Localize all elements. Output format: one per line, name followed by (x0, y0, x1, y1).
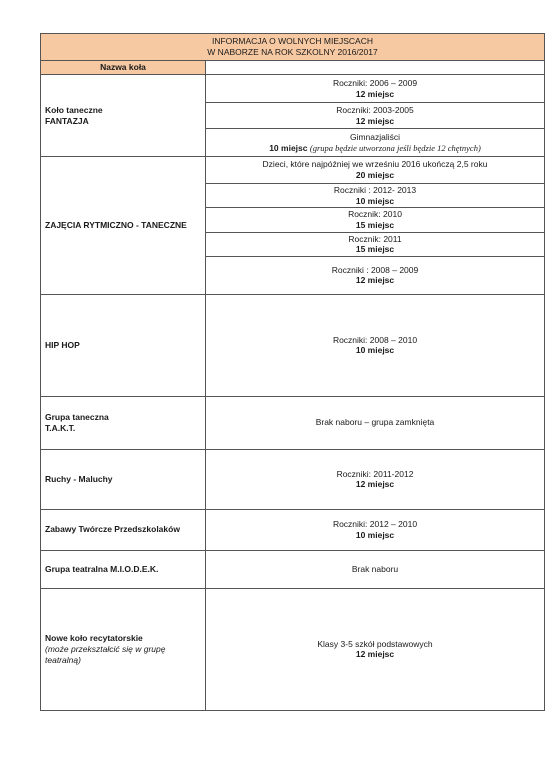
header-row (41, 61, 545, 75)
title-row (41, 34, 545, 61)
group-name-fantazja: Koło taneczne FANTAZJA (41, 75, 206, 157)
vacancy-table (40, 33, 545, 711)
group-name-takt: Grupa taneczna T.A.K.T. (41, 396, 206, 449)
name-column-header: Nazwa koła (41, 61, 206, 75)
group-cell: Roczniki: 2003-2005 12 miejsc (206, 103, 545, 129)
group-cell: Roczniki: 2006 – 2009 12 miejsc (206, 75, 545, 103)
group-cell: Dzieci, które najpóźniej we wrześniu 2016 ukończą 2,5 roku 20 miejsc (206, 157, 545, 184)
title-line-2: W NABORZE NA ROK SZKOLNY 2016/2017 (207, 47, 378, 57)
group-name-rytmiczno: ZAJĘCIA RYTMICZNO - TANECZNE (41, 157, 206, 295)
table-row (41, 75, 545, 103)
group-cell: Gimnazjaliści 10 miejsc (grupa będzie utworzona jeśli będzie 12 chętnych) (206, 129, 545, 157)
group-cell: Rocznik: 2011 15 miejsc (206, 232, 545, 256)
group-name-recytatorskie: Nowe koło recytatorskie (może przekształcić się w grupę teatralną) (41, 588, 206, 710)
group-cell: Roczniki : 2008 – 2009 12 miejsc (206, 256, 545, 294)
table-row (41, 396, 545, 449)
table-title (41, 34, 545, 61)
value-column-header (206, 61, 545, 75)
table-row (41, 550, 545, 588)
title-line-1: INFORMACJA O WOLNYCH MIEJSCACH (211, 36, 374, 47)
group-name-zabawy: Zabawy Twórcze Przedszkolaków (41, 509, 206, 550)
group-cell: Klasy 3-5 szkół podstawowych 12 miejsc (206, 588, 545, 710)
group-name-miodek: Grupa teatralna M.I.O.D.E.K. (41, 550, 206, 588)
group-cell: Brak naboru – grupa zamknięta (206, 396, 545, 449)
table-row (41, 449, 545, 509)
group-name-ruchy-maluchy: Ruchy - Maluchy (41, 449, 206, 509)
group-cell: Brak naboru (206, 550, 545, 588)
group-name-hip-hop: HIP HOP (41, 294, 206, 396)
group-cell: Rocznik: 2010 15 miejsc (206, 208, 545, 232)
table-row (41, 157, 545, 184)
table-row (41, 294, 545, 396)
group-cell: Roczniki: 2011-2012 12 miejsc (206, 449, 545, 509)
table-row (41, 588, 545, 710)
group-cell: Roczniki : 2012- 2013 10 miejsc (206, 184, 545, 208)
group-cell: Roczniki: 2012 – 2010 10 miejsc (206, 509, 545, 550)
table-row (41, 509, 545, 550)
group-cell: Roczniki: 2008 – 2010 10 miejsc (206, 294, 545, 396)
